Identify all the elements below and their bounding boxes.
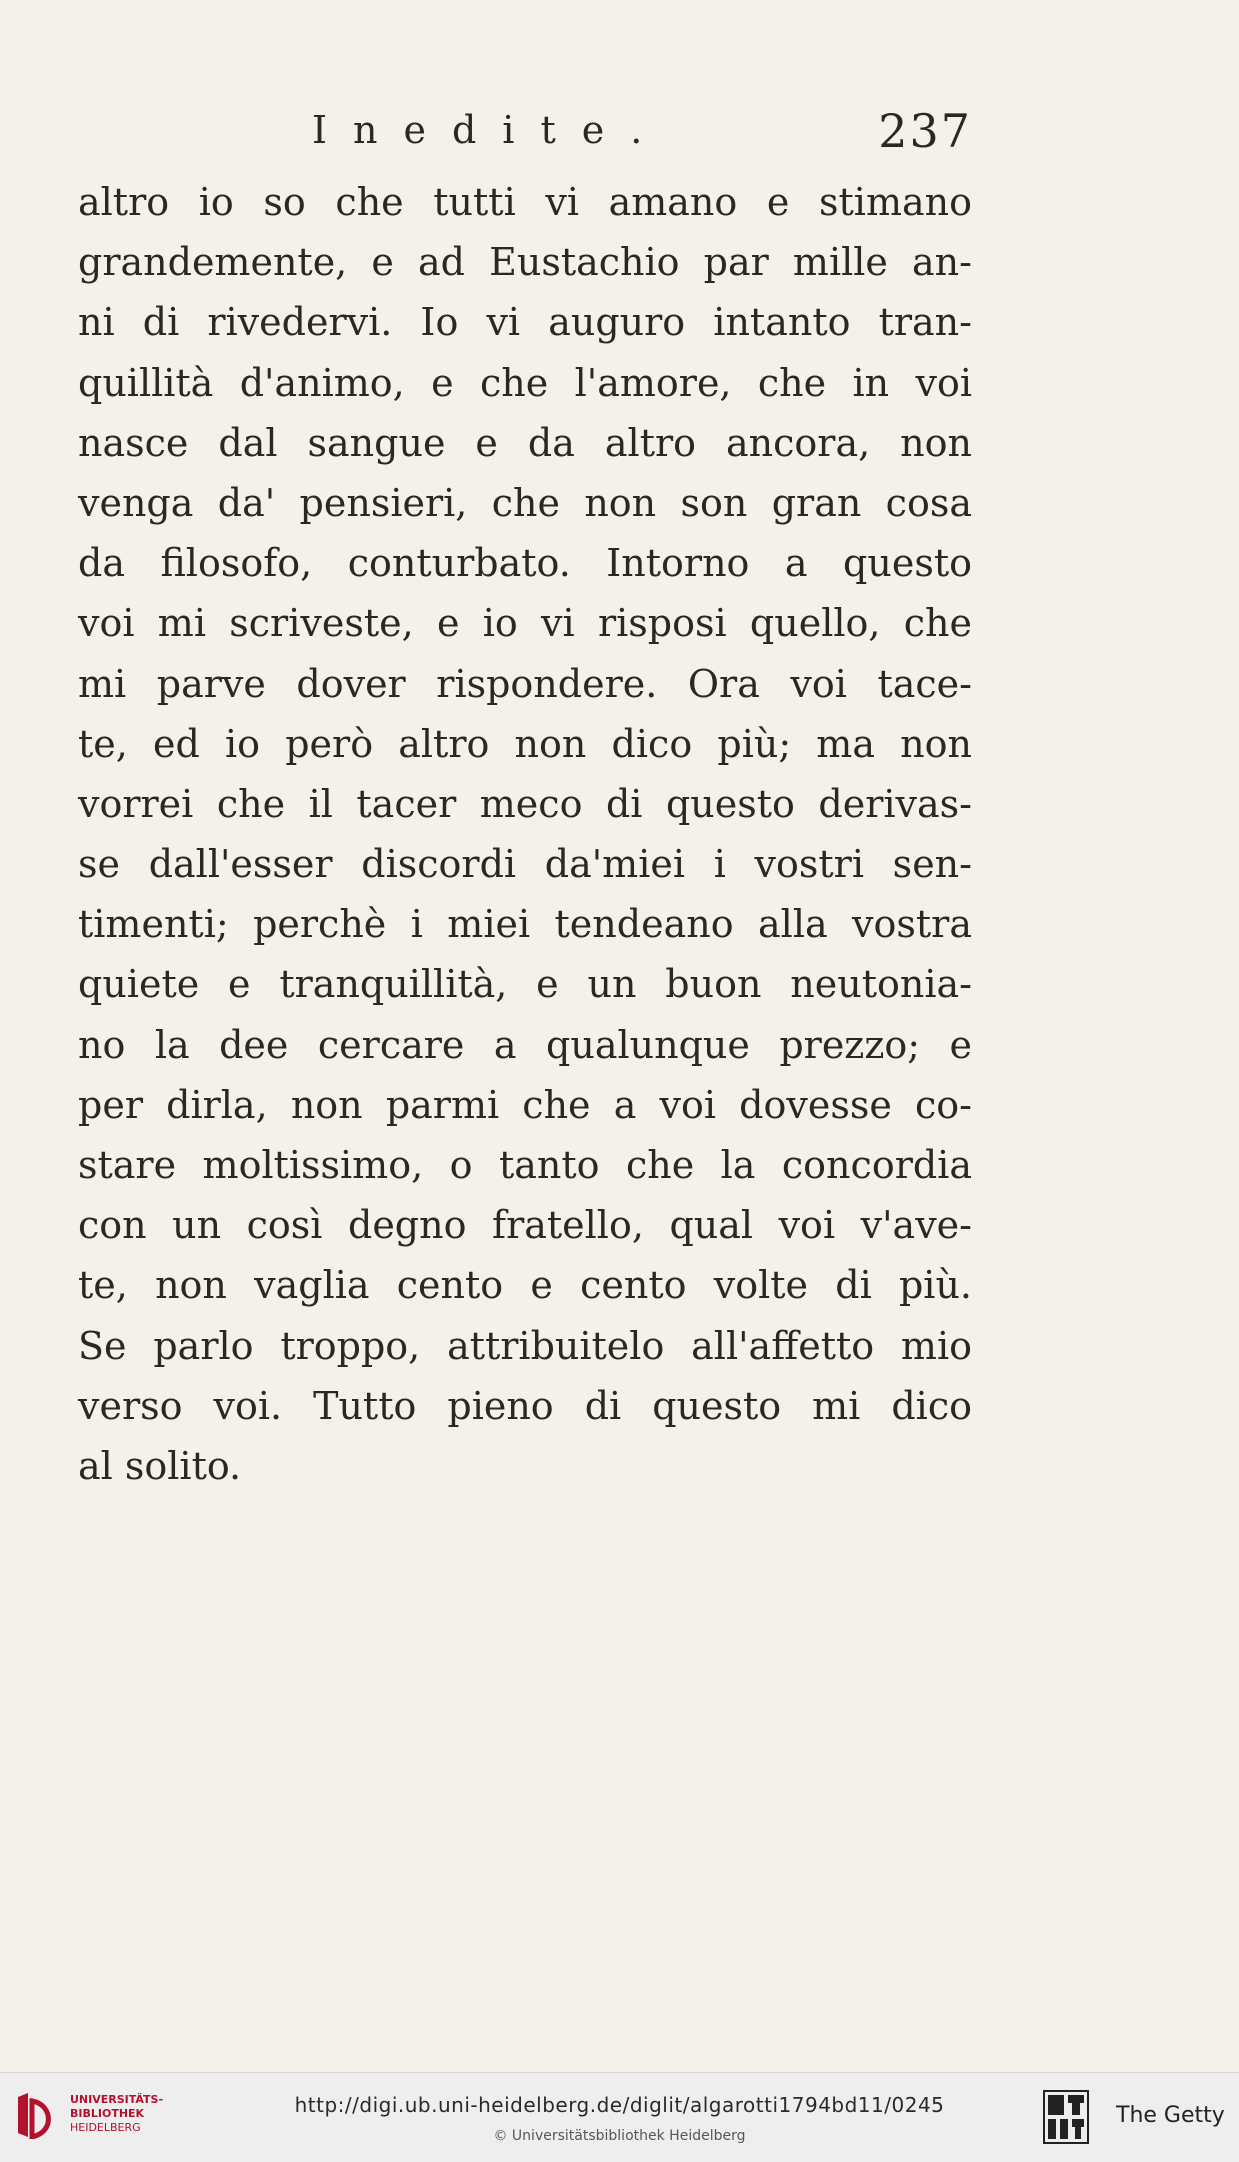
letter-text [78,172,972,1496]
text-line: timenti; perchè i miei tendeano alla vostra [78,902,972,947]
partner-name: The Getty [1116,2103,1225,2128]
text-line: ni di rivedervi. Io vi auguro intanto tran- [78,300,972,345]
text-line: al solito. [78,1443,242,1488]
page-number: 237 [878,104,972,158]
text-line: quillità d'animo, e che l'amore, che in voi [78,360,972,405]
text-line: stare moltissimo, o tanto che la concordia [78,1143,972,1187]
text-line: con un così degno fratello, qual voi v'ave- [78,1203,972,1248]
text-line: quiete e tranquillità, e un buon neutonia- [78,962,972,1007]
text-line: no la dee cercare a qualunque prezzo; e [78,1022,972,1067]
text-line: grandemente, e ad Eustachio par mille an- [78,240,972,285]
copyright-notice: © Universitätsbibliothek Heidelberg [493,2128,746,2144]
text-line: venga da' pensieri, che non son gran cosa [78,480,972,525]
library-name: UNIVERSITÄTS- BIBLIOTHEK HEIDELBERG [70,2093,164,2134]
text-line: vorrei che il tacer meco di questo derivas- [78,781,972,826]
text-line: te, non vaglia cento e cento volte di più. [78,1263,972,1308]
text-line: da filosofo, conturbato. Intorno a questo [78,541,972,586]
text-line: per dirla, non parmi che a voi dovesse co- [78,1082,972,1127]
getty-logo-icon [1042,2089,1090,2145]
text-line: mi parve dover rispondere. Ora voi tace- [78,661,972,706]
text-line: te, ed io però altro non dico più; ma non [78,721,972,766]
text-line: se dall'esser discordi da'miei i vostri sen- [78,842,972,887]
text-line: altro io so che tutti vi amano e stimano [78,180,972,224]
running-head [312,104,972,158]
permalink[interactable]: http://digi.ub.uni-heidelberg.de/diglit/algarotti1794bd11/0245 [294,2093,945,2117]
text-line: nasce dal sangue e da altro ancora, non [78,420,972,465]
running-title: Inedite. [312,108,669,152]
text-line: Se parlo troppo, attribuitelo all'affetto mio [78,1323,972,1368]
viewer-footer [0,2072,1239,2162]
text-line: verso voi. Tutto pieno di questo mi dico [78,1383,972,1428]
text-line: voi mi scriveste, e io vi risposi quello, che [78,601,972,646]
